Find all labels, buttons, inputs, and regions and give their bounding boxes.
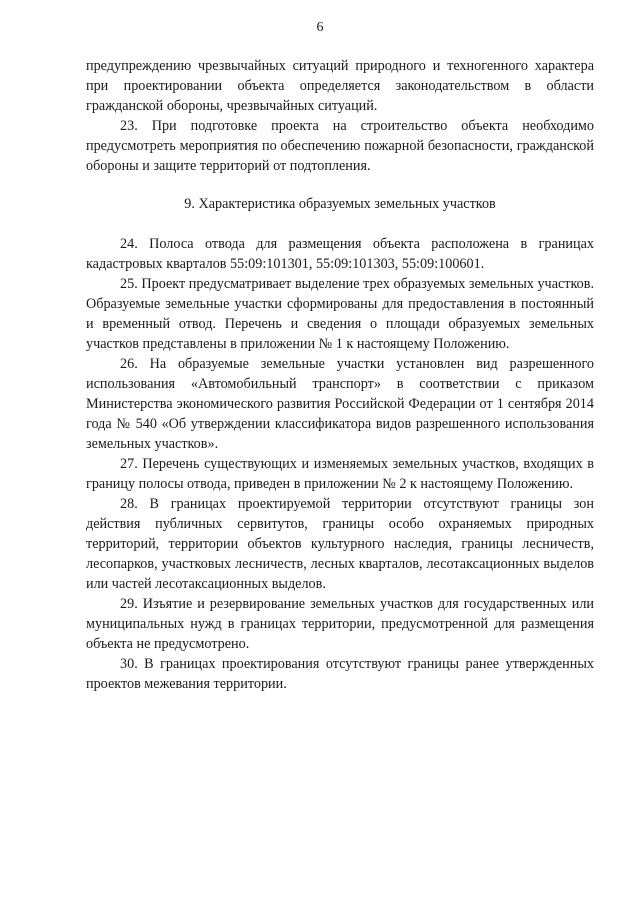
page-number: 6 — [316, 20, 324, 35]
paragraph-30: 30. В границах проектирования отсутствуют границы ранее утвержденных проектов межевания территории. — [86, 656, 594, 692]
paragraph-25: 25. Проект предусматривает выделение трех образуемых земельных участков. Образуемые земельные участки сформированы для предоставления в постоянный и временный отвод. Перечень и сведения о площади образуемых земельных участков представлены в приложении № 1 к настоящему Положению. — [86, 276, 594, 352]
paragraph-28: 28. В границах проектируемой территории отсутствуют границы зон действия публичных сервитутов, границы особо охраняемых природных территорий, территории объектов культурного наследия, границы лесничеств, лесопарков, участковых лесничеств, лесных кварталов, лесотаксационных выделов или частей лесотаксационных выделов. — [86, 496, 594, 592]
paragraph-29: 29. Изъятие и резервирование земельных участков для государственных или муниципальных нужд в границах территории, предусмотренной для размещения объекта не предусмотрено. — [86, 596, 594, 652]
paragraph-26: 26. На образуемые земельные участки установлен вид разрешенного использования «Автомобильный транспорт» в соответствии с приказом Министерства экономического развития Российской Федерации от 1 сентября 2014 года № 540 «Об утверждении классификатора видов разрешенного использования земельных участков». — [86, 356, 594, 452]
paragraph-24: 24. Полоса отвода для размещения объекта расположена в границах кадастровых кварталов 55:09:101301, 55:09:101303, 55:09:100601. — [86, 236, 594, 272]
paragraph-27: 27. Перечень существующих и изменяемых земельных участков, входящих в границу полосы отвода, приведен в приложении № 2 к настоящему Положению. — [86, 456, 594, 492]
section-heading: 9. Характеристика образуемых земельных участков — [184, 196, 496, 212]
paragraph-continuation: предупреждению чрезвычайных ситуаций природного и техногенного характера при проектировании объекта определяется законодательством в области гражданской обороны, чрезвычайных ситуаций. — [86, 58, 594, 114]
document-body — [86, 56, 594, 694]
paragraph-23: 23. При подготовке проекта на строительство объекта необходимо предусмотреть мероприятия по обеспечению пожарной безопасности, гражданской обороны и защите территорий от подтопления. — [86, 118, 594, 174]
